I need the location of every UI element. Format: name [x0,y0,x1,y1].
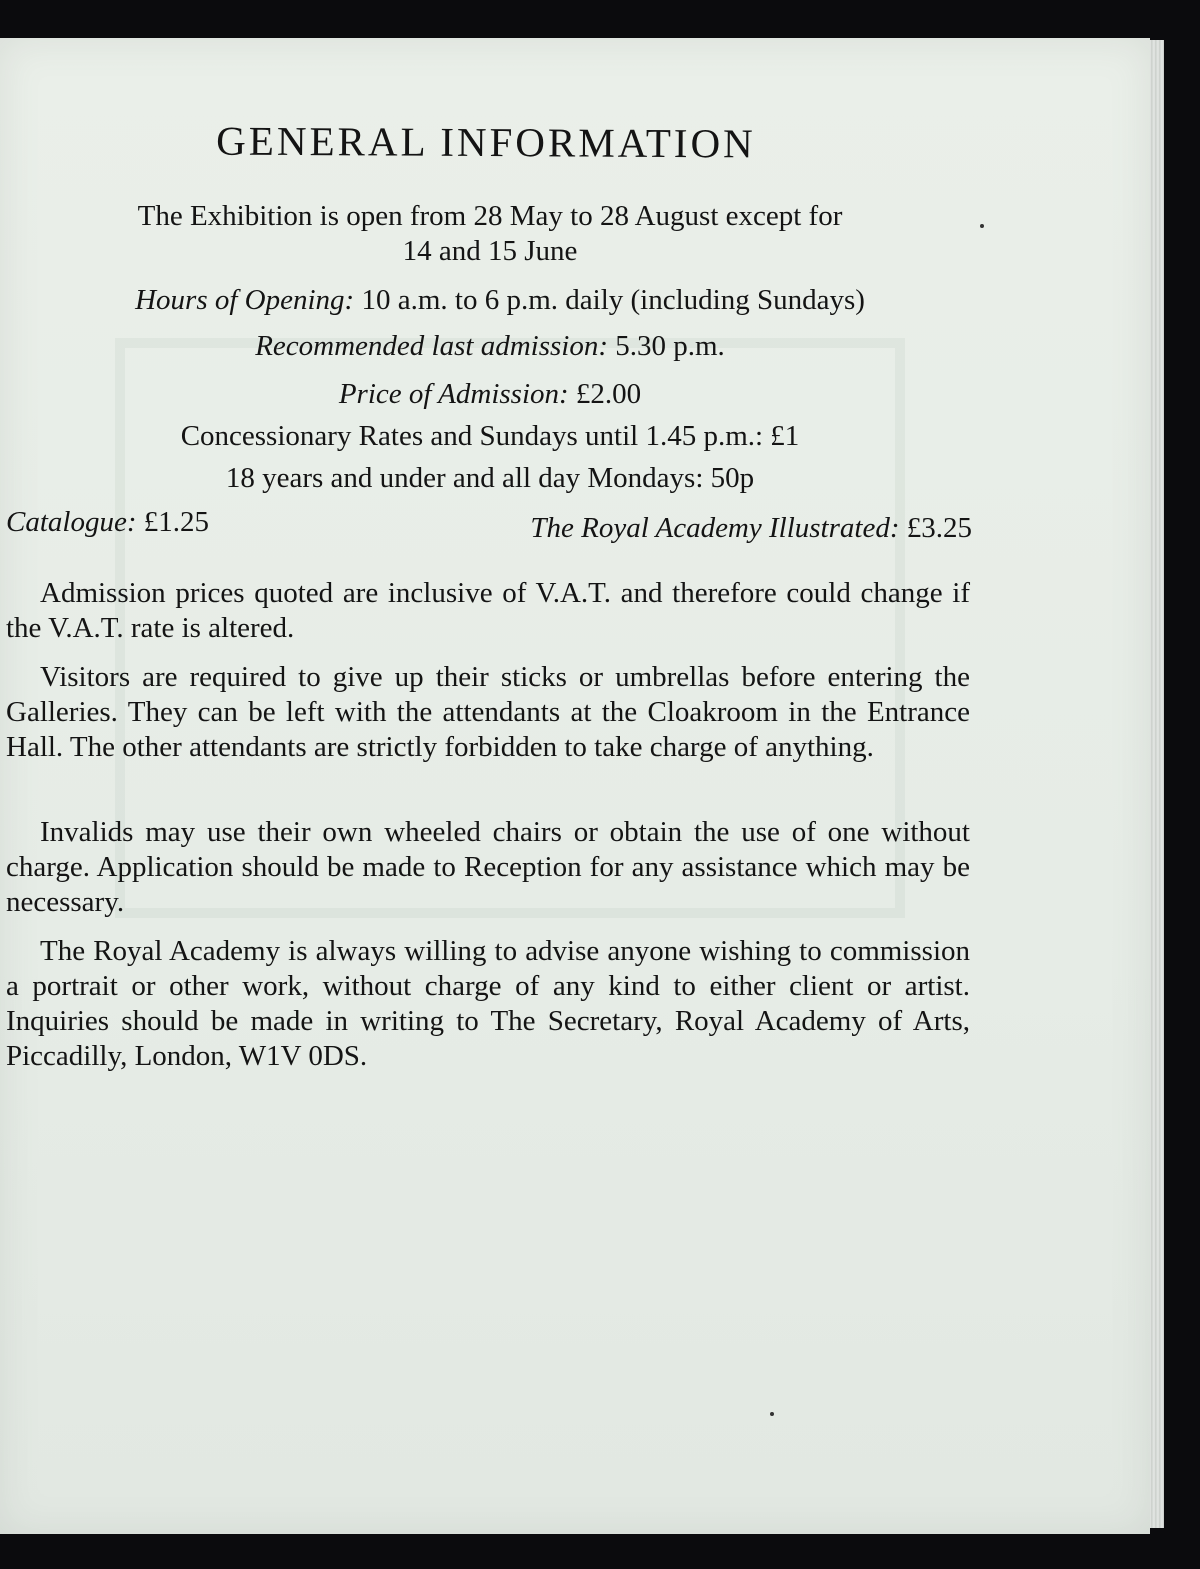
hours-label: Hours of Opening: [135,284,355,316]
last-admission-value: 5.30 p.m. [615,330,725,362]
last-admission [0,328,980,364]
catalogue-price [6,504,209,540]
page-title: GENERAL INFORMATION [216,117,756,167]
youth-rates: 18 years and under and all day Mondays: 50p [225,462,755,494]
last-admission-label: Recommended last admission: [255,330,608,362]
paragraph-wheelchairs: Invalids may use their own wheeled chairs or obtain the use of one without charge. Application should be made to Reception for any assistance which may be necessary. [6,816,970,918]
concession-rates: Concessionary Rates and Sundays until 1.45 p.m.: £1 [180,420,800,452]
paragraph-umbrellas: Visitors are required to give up their sticks or umbrellas before entering the Galleries. They can be left with the attendants at the Cloakroom in the Entrance Hall. The other attendants are strictly forbidden to take charge of anything. [6,661,970,763]
price-of-admission [0,376,980,412]
paragraph-vat: Admission prices quoted are inclusive of V.A.T. and therefore could change if the V.A.T. rate is altered. [6,577,970,644]
ink-speck [980,224,984,228]
illustrated-price [530,510,972,546]
opening-dates-line-2: 14 and 15 June [402,235,578,267]
illustrated-label: The Royal Academy Illustrated: [530,512,900,544]
hours-of-opening [10,282,990,318]
page [0,38,1150,1534]
paragraph-commissions: The Royal Academy is always willing to advise anyone wishing to commission a portrait or other work, without charge of any kind to either client or artist. Inquiries should be made in writing to The Secretary, Royal Academy of Arts, Piccadilly, London, W1V 0DS. [6,935,970,1072]
catalogue-label: Catalogue: [6,506,137,538]
page-content [0,38,1150,1534]
catalogue-value: £1.25 [143,506,209,538]
price-label: Price of Admission: [338,378,569,410]
ink-speck [770,1412,774,1416]
hours-value: 10 a.m. to 6 p.m. daily (including Sundays) [361,284,865,316]
price-value: £2.00 [575,378,642,410]
opening-dates-line-1: The Exhibition is open from 28 May to 28 August except for [137,200,843,232]
illustrated-value: £3.25 [906,512,972,544]
